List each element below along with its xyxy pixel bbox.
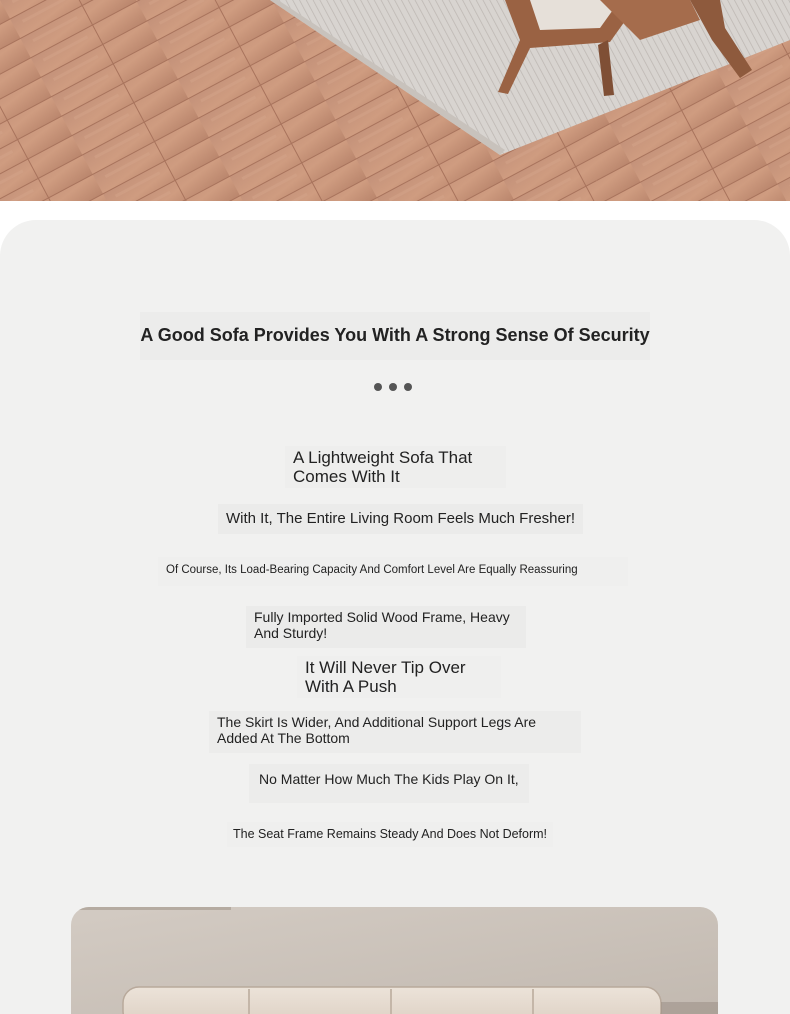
headline: A Good Sofa Provides You With A Strong Sense Of Security: [140, 312, 650, 360]
hero-photo: [0, 0, 790, 201]
feature-support-legs: The Skirt Is Wider, And Additional Support Legs Are Added At The Bottom: [209, 711, 581, 753]
feature-lightweight: A Lightweight Sofa That Comes With It: [285, 446, 506, 488]
feature-fresher-room: With It, The Entire Living Room Feels Much Fresher!: [218, 504, 583, 534]
sofa-illustration: [71, 907, 718, 1014]
dot-icon: [389, 383, 397, 391]
hero-photo-illustration: [0, 0, 790, 201]
dot-icon: [404, 383, 412, 391]
feature-no-tip-over: It Will Never Tip Over With A Push: [297, 656, 501, 698]
feature-no-deform: The Seat Frame Remains Steady And Does Not Deform!: [227, 822, 553, 847]
sofa-photo: [71, 907, 718, 1014]
dot-icon: [374, 383, 382, 391]
feature-kids-play: No Matter How Much The Kids Play On It,: [249, 764, 529, 803]
decorative-dots: [374, 383, 412, 391]
feature-load-bearing: Of Course, Its Load-Bearing Capacity And Comfort Level Are Equally Reassuring: [158, 557, 628, 586]
feature-solid-wood: Fully Imported Solid Wood Frame, Heavy And Sturdy!: [246, 606, 526, 648]
